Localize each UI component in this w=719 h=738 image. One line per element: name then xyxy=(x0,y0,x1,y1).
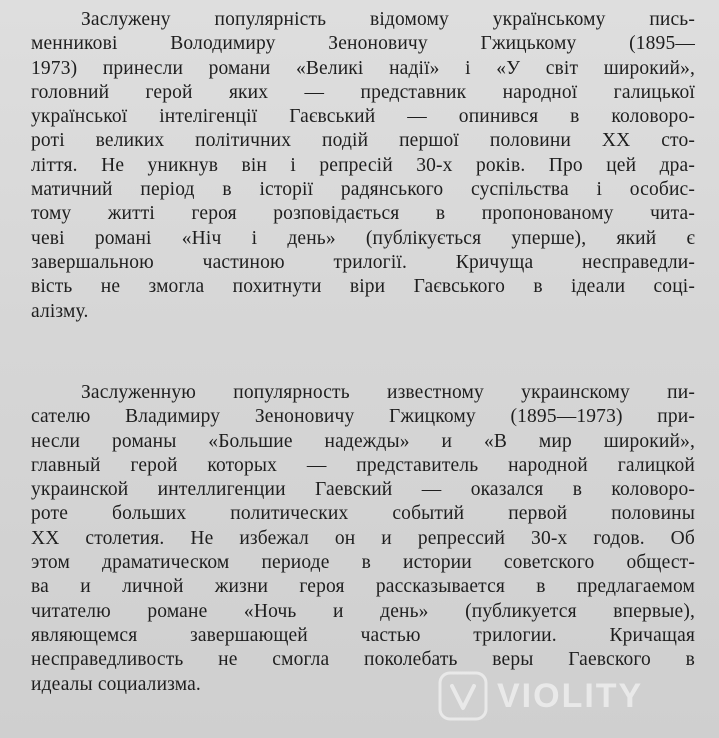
text-line: Заслуженную популярность известному украинскому пи- xyxy=(81,382,695,403)
text-line: этом драматическом периоде в истории советского общест- xyxy=(31,552,695,574)
text-line: роте больших политических событий первой половины xyxy=(31,503,695,525)
text-line: Заслужену популярність відомому українському пись- xyxy=(81,9,695,30)
text-line: главный герой которых — представитель народной галицкой xyxy=(31,454,695,476)
text-line: ва и личной жизни героя рассказывается в предлагаемом xyxy=(31,576,695,598)
ukrainian-annotation-paragraph xyxy=(31,8,695,324)
violity-watermark xyxy=(437,664,712,728)
text-line: алізму. xyxy=(31,300,89,322)
text-line: роті великих політичних подій першої половини XX сто- xyxy=(31,130,695,152)
text-line: завершальною частиною трилогії. Кричуща несправедли- xyxy=(31,251,695,273)
text-line: тому житті героя розповідається в пропонованому чита- xyxy=(31,203,695,225)
violity-logo-icon xyxy=(437,670,489,722)
text-line: украинской интеллигенции Гаевский — оказался в коловоро- xyxy=(31,479,695,501)
text-line: читателю романе «Ночь и день» (публикуется впервые), xyxy=(31,600,695,622)
text-line: матичний період в історії радянського суспільства і особис- xyxy=(31,179,695,201)
text-line: сателю Владимиру Зеноновичу Гжицкому (1895—1973) при- xyxy=(31,406,695,428)
text-line: ліття. Не уникнув він і репресій 30-х років. Про цей дра- xyxy=(31,154,695,176)
text-line: 1973) принесли романи «Великі надії» і «У світ широкий», xyxy=(31,57,695,79)
text-line: менникові Володимиру Зеноновичу Гжицькому (1895— xyxy=(31,33,695,55)
watermark-text: VIOLITY xyxy=(497,676,644,715)
text-line: вість не змогла похитнути віри Гаєвського в ідеали соці- xyxy=(31,276,695,298)
russian-annotation-paragraph xyxy=(31,381,695,697)
text-line: української інтелігенції Гаєвський — опинився в коловоро- xyxy=(31,106,695,128)
text-line: головний герой яких — представник народної галицької xyxy=(31,81,695,103)
text-line: несправедливость не смогла поколебать веры Гаевского в xyxy=(31,649,695,671)
text-line: несли романы «Большие надежды» и «В мир широкий», xyxy=(31,430,695,452)
text-line: XX столетия. Не избежал он и репрессий 30-х годов. Об xyxy=(31,527,695,549)
text-line: чеві романі «Ніч і день» (публікується уперше), який є xyxy=(31,227,695,249)
text-line: являющемся завершающей частью трилогии. Кричащая xyxy=(31,624,695,646)
text-line: идеалы социализма. xyxy=(31,673,201,695)
